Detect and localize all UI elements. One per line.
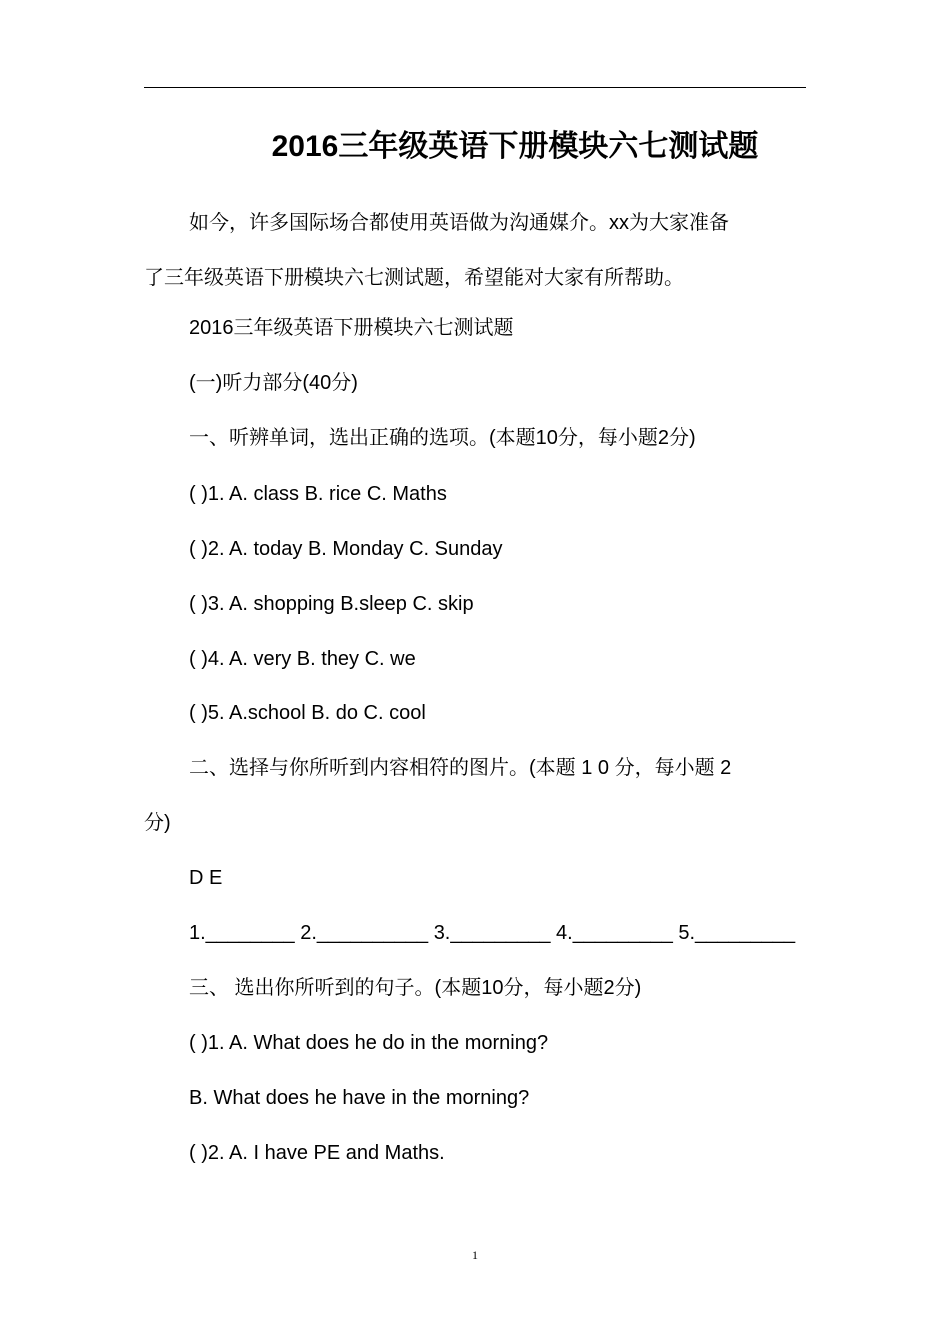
document-title: 2016三年级英语下册模块六七测试题	[271, 130, 759, 163]
section3-item: ( )2. A. I have PE and Maths.	[189, 1142, 445, 1164]
answer-blanks: 1.________ 2.__________ 3._________ 4._________ 5._________	[189, 922, 796, 944]
page-number: 1	[472, 1248, 478, 1262]
subtitle: 2016三年级英语下册模块六七测试题	[189, 317, 514, 339]
section3-item: ( )1. A. What does he do in the morning?	[189, 1032, 549, 1054]
section3-heading: 三、 选出你所听到的句子。(本题10分，每小题2分)	[189, 977, 642, 999]
listening-part-heading: (一)听力部分(40分)	[189, 372, 358, 394]
section2-heading-line-2: 分)	[144, 812, 171, 834]
section1-item: ( )2. A. today B. Monday C. Sunday	[189, 538, 503, 560]
intro-line-1: 如今，许多国际场合都使用英语做为沟通媒介。xx为大家准备	[189, 212, 729, 234]
section3-item: B. What does he have in the morning?	[189, 1087, 530, 1109]
section1-heading: 一、听辨单词，选出正确的选项。(本题10分，每小题2分)	[189, 427, 696, 449]
section2-heading-line-1: 二、选择与你所听到内容相符的图片。(本题 1 0 分，每小题 2	[189, 757, 732, 779]
section1-item: ( )3. A. shopping B.sleep C. skip	[189, 593, 474, 615]
section1-item: ( )1. A. class B. rice C. Maths	[189, 483, 447, 505]
intro-line-2: 了三年级英语下册模块六七测试题，希望能对大家有所帮助。	[144, 267, 684, 289]
section1-item: ( )5. A.school B. do C. cool	[189, 702, 426, 724]
section1-item: ( )4. A. very B. they C. we	[189, 648, 416, 670]
picture-labels: D E	[189, 867, 223, 889]
header-rule	[144, 87, 806, 88]
